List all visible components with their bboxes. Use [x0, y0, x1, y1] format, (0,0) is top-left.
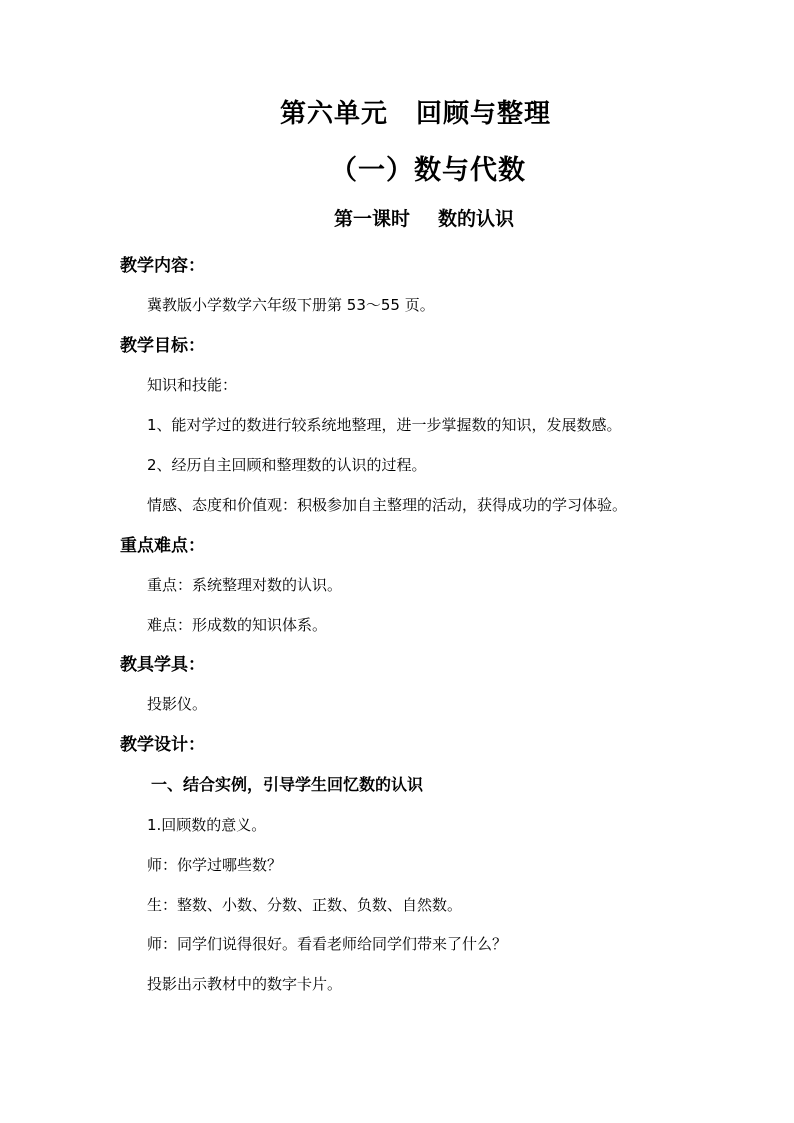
- dialog-line-1: 师：你学过哪些数？: [147, 856, 283, 874]
- unit-title: [280, 101, 551, 127]
- key-heading: 重点难点：: [120, 536, 205, 556]
- unit-title-subtitle: 回顾与整理: [416, 99, 552, 129]
- difficult-point: 难点：形成数的知识体系。: [147, 616, 328, 634]
- tools-heading: 教具学具：: [120, 655, 205, 675]
- goals-heading: 教学目标：: [120, 336, 205, 356]
- design-step-1: 1.回顾数的意义。: [147, 816, 267, 834]
- tools-text: 投影仪。: [147, 695, 208, 713]
- design-part-1: 一、结合实例，引导学生回忆数的认识: [151, 775, 424, 794]
- design-heading: 教学设计：: [120, 735, 205, 755]
- dialog-line-4: 投影出示教材中的数字卡片。: [147, 975, 343, 993]
- goal-item-2: 2、经历自主回顾和整理数的认识的过程。: [147, 456, 427, 474]
- lesson-topic: 数的认识: [438, 208, 515, 230]
- section-title: （一）数与代数: [330, 155, 526, 186]
- content-heading: 教学内容：: [120, 256, 205, 276]
- goal-item-1: 1、能对学过的数进行较系统地整理，进一步掌握数的知识，发展数感。: [147, 416, 622, 434]
- goal-knowledge-label: 知识和技能：: [147, 376, 238, 394]
- key-point: 重点：系统整理对数的认识。: [147, 576, 343, 594]
- unit-title-number: 第六单元: [280, 99, 389, 129]
- lesson-title: [334, 210, 514, 229]
- dialog-line-2: 生：整数、小数、分数、正数、负数、自然数。: [147, 896, 463, 914]
- goal-emotion: 情感、态度和价值观：积极参加自主整理的活动，获得成功的学习体验。: [147, 496, 628, 514]
- content-text: 冀教版小学数学六年级下册第 53～55 页。: [147, 296, 435, 314]
- dialog-line-3: 师：同学们说得很好。看看老师给同学们带来了什么？: [147, 935, 508, 953]
- lesson-label: 第一课时: [334, 208, 411, 230]
